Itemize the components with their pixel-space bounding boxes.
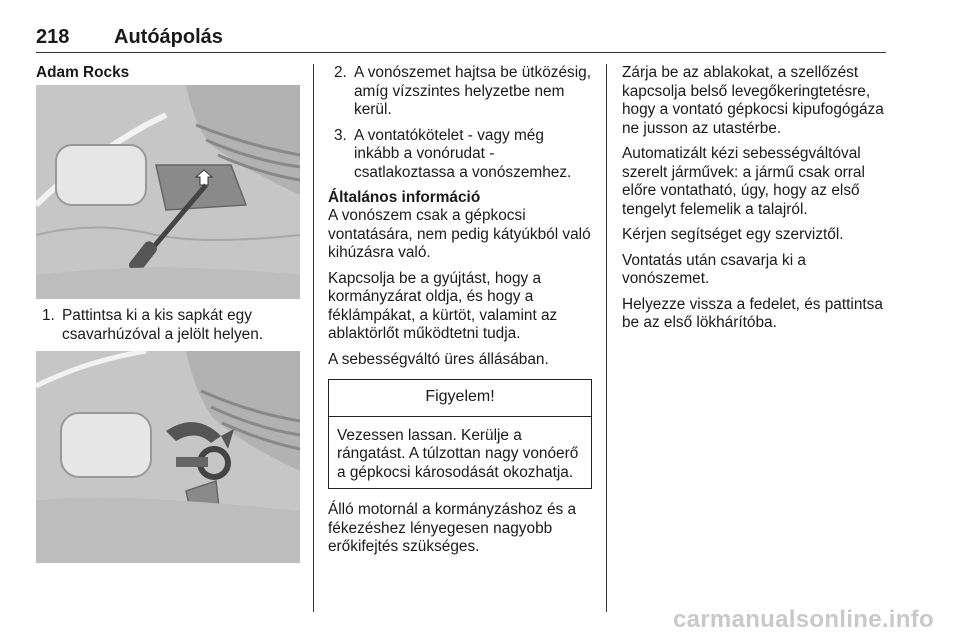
- column-3: [622, 64, 888, 340]
- column-divider-1: [313, 64, 314, 612]
- tow-eye-illustration: [36, 351, 300, 563]
- paragraph-replace-cover: Helyezze vissza a fedelet, és pattintsa be az első lökhárítóba.: [622, 295, 883, 331]
- step-2-text: A vonószemet hajtsa be ütközésig, amíg vízszintes helyzetbe nem kerül.: [354, 64, 591, 118]
- step-3-number: 3.: [334, 126, 347, 144]
- page-number: 218: [36, 26, 70, 48]
- bumper-cap-illustration: [36, 85, 300, 299]
- warning-title: Figyelem!: [329, 380, 591, 417]
- step-list-1: [36, 307, 300, 344]
- general-info-title: Általános információ: [328, 189, 481, 206]
- page-header: [36, 26, 886, 53]
- paragraph-engine-off: Álló motornál a kormányzáshoz és a fékezéshez lényegesen nagyobb erőkifejtés szükséges.: [328, 501, 577, 555]
- paragraph-service: Kérjen segítséget egy szerviztől.: [622, 226, 844, 243]
- paragraph-tow-eye-use: A vonószem csak a gépkocsi vontatására, nem pedig kátyúkból való kihúzásra való.: [328, 207, 591, 261]
- step-1-text: Pattintsa ki a kis sapkát egy csavarhúzóval a jelölt helyen.: [62, 307, 264, 343]
- step-list-2: [328, 64, 592, 182]
- column-2: [328, 64, 592, 564]
- bumper-cap-drawing: [36, 85, 300, 299]
- chapter-title: Autóápolás: [114, 26, 223, 48]
- step-2-number: 2.: [334, 64, 347, 81]
- paragraph-ignition: Kapcsolja be a gyújtást, hogy a kormányzárat oldja, és hogy a féklámpákat, a kürtöt, valamint az ablaktörlőt működtetni tudja.: [328, 269, 558, 342]
- section-title: Adam Rocks: [36, 64, 130, 81]
- tow-eye-drawing: [36, 351, 300, 563]
- warning-box: [328, 379, 592, 489]
- paragraph-automated-gearbox: Automatizált kézi sebességváltóval szerelt járművek: a jármű csak orral előre vontatható, úgy, hogy az első tengelyt felemelik a talajról.: [622, 145, 865, 218]
- step-3-text: A vontatókötelet - vagy még inkább a vonórudat - csatlakoztassa a vonószemhez.: [354, 126, 572, 181]
- watermark: carmanualsonline.info: [672, 606, 934, 633]
- step-2: [328, 64, 592, 120]
- paragraph-unscrew: Vontatás után csavarja ki a vonószemet.: [622, 251, 806, 287]
- column-divider-2: [606, 64, 607, 612]
- paragraph-windows: Zárja be az ablakokat, a szellőzést kapcsolja belső levegőkeringtetésre, hogy a vontató gépkocsi kipufogógáza ne jusson az utastérbe.: [622, 64, 884, 137]
- paragraph-neutral: A sebességváltó üres állásában.: [328, 350, 549, 368]
- column-1: [36, 64, 300, 563]
- step-3: [328, 127, 592, 183]
- step-1: [36, 307, 300, 344]
- warning-body: Vezessen lassan. Kerülje a rángatást. A túlzottan nagy vonóerő a gépkocsi károsodását okozhatja.: [337, 426, 579, 481]
- step-1-number: 1.: [42, 307, 55, 324]
